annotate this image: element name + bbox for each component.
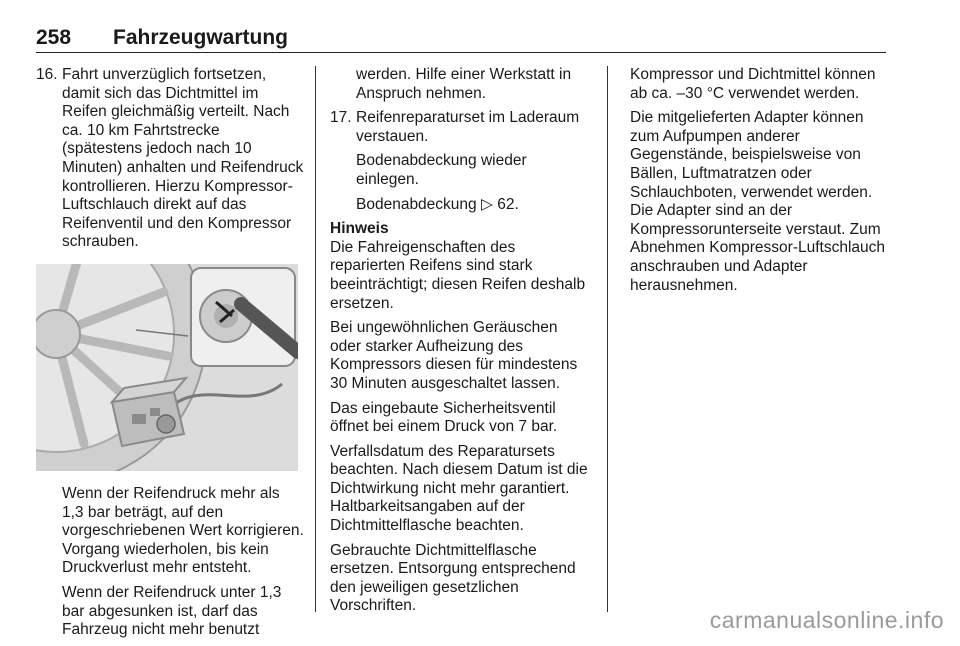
cross-reference: [330, 196, 592, 215]
arrow-right-icon: ▷: [480, 195, 493, 213]
page-reference: 62.: [497, 195, 519, 213]
paragraph: werden. Hilfe einer Werkstatt in Anspruch nehmen.: [356, 66, 572, 102]
tire-compressor-drawing: [36, 264, 298, 471]
paragraph: Kompressor und Dichtmittel können ab ca. –30 °C verwendet werden.: [630, 66, 876, 102]
step-number: 16.: [36, 66, 58, 83]
step-text: Reifenreparaturset im Laderaum verstauen.: [356, 109, 580, 145]
note-text: Die Fahreigenschaften des reparierten Reifens sind stark beeinträchtigt; diesen Reifen deshalb ersetzen.: [330, 238, 586, 312]
step-number: 17.: [330, 109, 352, 127]
page-header: [36, 26, 886, 53]
column-divider: [315, 66, 316, 612]
column-left: [36, 66, 304, 646]
paragraph: Wenn der Reifendruck mehr als 1,3 bar beträgt, auf den vorgeschriebenen Wert korrigieren. Vorgang wiederholen, bis kein Druckverlust mehr entsteht.: [62, 484, 304, 577]
chapter-title: Fahrzeugwartung: [113, 26, 289, 49]
paragraph: Bodenabdeckung wieder einlegen.: [356, 152, 527, 188]
step-16: [36, 66, 304, 252]
column-middle: [330, 66, 592, 622]
column-divider: [607, 66, 608, 612]
step-text: Fahrt unverzüglich fortsetzen, damit sich das Dichtmittel im Reifen gleichmäßig verteilt. Nach ca. 10 km Fahrtstrecke (spätestens jedoch nach 10 Minuten) anhalten und Reifendruck kontrollieren. Hierzu Kompressor-Luftschlauch direkt auf das Reifenventil und den Kompressor schrauben.: [62, 66, 304, 251]
paragraph: Wenn der Reifendruck unter 1,3 bar abgesunken ist, darf das Fahrzeug nicht mehr benutzt: [62, 583, 282, 639]
watermark: carmanualsonline.info: [709, 607, 944, 633]
paragraph: Gebrauchte Dichtmittelflasche ersetzen. Entsorgung entsprechend den jeweiligen gesetzlichen Vorschriften.: [330, 541, 576, 615]
step-17: [330, 109, 592, 146]
paragraph: Verfallsdatum des Reparatursets beachten. Nach diesem Datum ist die Dichtwirkung nicht mehr garantiert. Haltbarkeitsangaben auf der Dichtmittelflasche beachten.: [330, 442, 588, 535]
note-heading: Hinweis: [330, 220, 389, 238]
column-right: [630, 66, 888, 301]
paragraph: Das eingebaute Sicherheitsventil öffnet bei einem Druck von 7 bar.: [330, 399, 558, 436]
paragraph: Die mitgelieferten Adapter können zum Aufpumpen anderer Gegenstände, beispielsweise von Bällen, Luftmatratzen oder Schlauchboten, verwendet werden. Die Adapter sind an der Kompressorunterseite verstaut. Zum Abnehmen Kompressor-Luftschlauch anschrauben und Adapter herausnehmen.: [630, 109, 886, 294]
page-number: 258: [36, 26, 72, 49]
tire-compressor-illustration: [36, 264, 298, 471]
paragraph: Bei ungewöhnlichen Geräuschen oder starker Aufheizung des Kompressors diesen für mindestens 30 Minuten ausgeschaltet lassen.: [330, 319, 578, 392]
reference-text: Bodenabdeckung: [356, 195, 477, 213]
